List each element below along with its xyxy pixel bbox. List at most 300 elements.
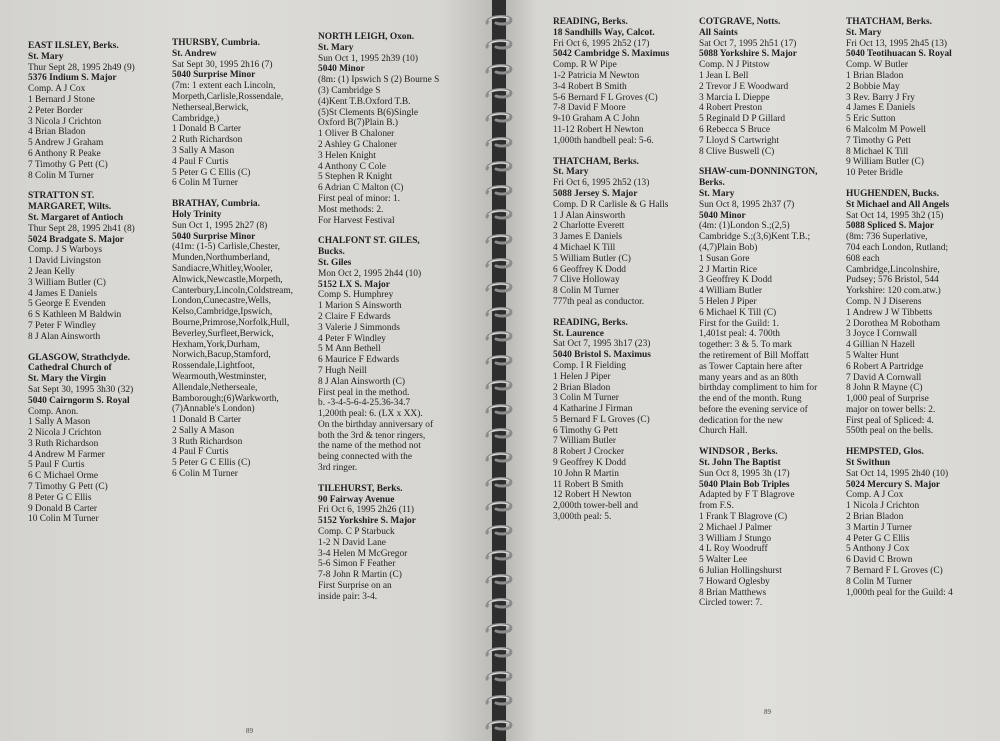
record-line: 6 Timothy G Pett <box>553 425 618 436</box>
record-line: Canterbury,Lincoln,Coldstream, <box>172 285 293 296</box>
record-line: 8 Clive Buswell (C) <box>699 146 775 157</box>
record-line: (41m: (1-5) Carlisle,Chester, <box>172 242 280 253</box>
record-line: 6 Adrian C Malton (C) <box>318 183 404 194</box>
record-line: 1 Helen J Piper <box>553 371 611 382</box>
record-line: 5 Paul F Curtis <box>28 460 85 471</box>
record-line: 9 Donald B Carter <box>28 503 97 514</box>
record-line: 3 Ruth Richardson <box>172 436 243 447</box>
record-line: Sun Oct 1, 1995 2h39 (10) <box>318 53 418 64</box>
record-line: 1,401st peal: 4. 700th <box>699 329 780 340</box>
record-line: Sat Oct 14, 1995 3h2 (15) <box>846 210 944 221</box>
record-heading-line: Berks. <box>699 178 725 189</box>
record-line: Comp. D R Carlisle & G Halls <box>553 199 669 210</box>
record-line: Comp. C P Starbuck <box>318 527 395 538</box>
record-heading-line: READING, Berks. <box>553 317 628 328</box>
record-line: 1-2 N David Lane <box>318 537 386 548</box>
record-line: 8 Colin M Turner <box>553 286 619 297</box>
record-line: Fri Oct 13, 1995 2h45 (13) <box>846 38 948 49</box>
record-line: 2 Sally A Mason <box>172 425 235 436</box>
record-line: 3 Martin J Turner <box>846 522 912 533</box>
record-line: many years and as an 80th <box>699 372 799 383</box>
record-line: Morpeth,Carlisle,Rossendale, <box>172 91 284 102</box>
record-line: 7 William Butler <box>553 436 616 447</box>
binding-ring <box>484 257 514 269</box>
record-line: 2 Michael J Palmer <box>699 522 772 533</box>
record-line: the name of the method not <box>318 441 421 452</box>
record-heading-line: Holy Trinity <box>172 209 222 220</box>
record-heading-line: HUGHENDEN, Bucks. <box>846 188 939 199</box>
record-heading-line: 5040 Minor <box>699 210 746 221</box>
record-line: 5 Walter Hunt <box>846 350 899 361</box>
right-column-1 <box>553 17 693 533</box>
record-line: (7)Annable's London) <box>172 404 255 415</box>
record-line: 7-8 John R Martin (C) <box>318 570 402 581</box>
record-line: 8 Colin M Turner <box>28 170 94 181</box>
record-heading-line: 5040 Plain Bob Triples <box>699 479 790 490</box>
record-line: 3-4 Robert B Smith <box>553 81 627 92</box>
record-heading-line: MARGARET, Wilts. <box>28 202 112 213</box>
record-line: 4 Michael K Till <box>553 242 616 253</box>
record-heading-line: THATCHAM, Berks. <box>846 17 933 27</box>
record-line: 777th peal as conductor. <box>553 296 645 307</box>
record-line: 8 J Alan Ainsworth (C) <box>318 376 405 387</box>
record-heading-line: All Saints <box>699 27 738 38</box>
page-number: 89 <box>764 708 771 716</box>
record-heading-line: St. Mary the Virgin <box>28 374 107 385</box>
record-line: 11 Robert B Smith <box>553 479 624 490</box>
record-heading-line: THURSBY, Cumbria. <box>172 38 260 48</box>
record-heading-line: BRATHAY, Cumbria. <box>172 199 260 210</box>
record-line: 4 Gillian N Hazell <box>846 340 915 351</box>
peal-record <box>28 41 163 181</box>
record-line: 6 Malcolm M Powell <box>846 124 926 135</box>
record-line: 6 Robert A Partridge <box>846 361 924 372</box>
record-line: 7 Timothy G Pett (C) <box>28 482 108 493</box>
record-heading-line: 5024 Mercury S. Major <box>846 479 941 490</box>
record-line: Beverley,Surfleet,Berwick, <box>172 328 274 339</box>
record-line: Yorkshire: 120 com.atw.) <box>846 286 941 297</box>
record-line: Oxford B(7)Plain B.) <box>318 118 398 129</box>
record-line: 4 William Butler <box>699 286 762 297</box>
record-line: 2 Bobbie May <box>846 81 900 92</box>
record-line: 3 Helen Knight <box>318 150 376 161</box>
record-heading-line: 5040 Cairngorm S. Royal <box>28 395 130 406</box>
record-heading-line: St. Mary <box>699 188 735 199</box>
record-line: 8 Brian Matthews <box>699 587 767 598</box>
record-line: 4 Brian Bladon <box>28 127 86 138</box>
binding-ring <box>484 111 514 123</box>
record-line: Bamborough;(6)Warkworth, <box>172 393 279 404</box>
peal-record <box>28 353 163 526</box>
record-heading-line: 5042 Cambridge S. Maximus <box>553 49 670 60</box>
record-line: (4m: (1)London S.;(2,5) <box>699 221 790 232</box>
binding-ring <box>484 573 514 585</box>
spiral-binding <box>484 0 514 741</box>
record-line: 7 David A Cornwall <box>846 372 922 383</box>
record-line: the retirement of Bill Moffatt <box>699 350 809 361</box>
record-line: 8 Colin M Turner <box>846 576 912 587</box>
record-line: 3 Valerie J Simmonds <box>318 322 400 333</box>
record-line: inside pair: 3-4. <box>318 591 378 602</box>
record-line: 3 Geoffrey K Dodd <box>699 275 772 286</box>
record-line: On the birthday anniversary of <box>318 419 434 430</box>
record-line: (8m: (1) Ipswich S (2) Bourne S <box>318 75 440 86</box>
record-line: 11-12 Robert H Newton <box>553 124 644 135</box>
record-line: both the 3rd & tenor ringers, <box>318 430 426 441</box>
record-line: Alnwick,Newcastle,Morpeth, <box>172 274 283 285</box>
record-line: 7 Hugh Neill <box>318 365 367 376</box>
record-line: Cambridge S.;(3,6)Kent T.B.; <box>699 232 811 243</box>
record-line: Cambridge,Lincolnshire, <box>846 264 940 275</box>
record-line: 3 William J Stungo <box>699 533 772 544</box>
right-page <box>506 0 1000 741</box>
binding-ring <box>484 184 514 196</box>
record-heading-line: St. Margaret of Antioch <box>28 212 124 223</box>
record-line: London,Cunecastre,Wells, <box>172 296 271 307</box>
record-heading-line: St. Andrew <box>172 48 217 59</box>
record-line: 7 Timothy G Pett (C) <box>28 159 108 170</box>
peal-record <box>553 17 693 147</box>
record-line: 6 David C Brown <box>846 555 913 566</box>
record-line: 7 Bernard F L Groves (C) <box>846 566 943 577</box>
record-line: Comp. A J Cox <box>846 490 904 501</box>
binding-ring <box>484 38 514 50</box>
binding-ring <box>484 379 514 391</box>
record-line: 1,000 peal of Surprise <box>846 394 929 405</box>
record-line: 6 Anthony R Peake <box>28 148 101 159</box>
record-line: 7 Peter F Windley <box>28 320 96 331</box>
binding-ring <box>484 63 514 75</box>
record-line: 9 Geoffrey K Dodd <box>553 458 626 469</box>
record-line: 1 Andrew J W Tibbetts <box>846 307 933 318</box>
record-heading-line: THATCHAM, Berks. <box>553 156 640 167</box>
record-heading-line: 90 Fairway Avenue <box>318 494 395 505</box>
binding-ring <box>484 403 514 415</box>
left-column-3 <box>318 32 478 613</box>
record-line: 1 Susan Gore <box>699 253 750 264</box>
record-heading-line: Bucks. <box>318 247 345 258</box>
record-line: Comp. Anon. <box>28 406 79 417</box>
record-line: Sun Oct 8, 1995 2h37 (7) <box>699 199 795 210</box>
record-heading-line: 18 Sandhills Way, Calcot. <box>553 27 655 38</box>
record-line: Sun Oct 1, 1995 2h27 (8) <box>172 220 268 231</box>
record-line: Wearmouth,Westminster, <box>172 371 267 382</box>
record-line: 4 Peter G C Ellis <box>846 533 910 544</box>
record-line: Comp. W Butler <box>846 60 908 71</box>
record-line: 6 S Kathleen M Baldwin <box>28 310 122 321</box>
record-heading-line: 5040 Bristol S. Maximus <box>553 350 651 361</box>
record-line: 2 Dorothea M Robotham <box>846 318 940 329</box>
record-line: Allendale,Netherseale, <box>172 382 258 393</box>
record-heading-line: Cathedral Church of <box>28 363 112 374</box>
right-column-3 <box>846 17 996 608</box>
record-line: 5 Peter G C Ellis (C) <box>172 458 251 469</box>
record-line: 1 Brian Bladon <box>846 70 904 81</box>
peal-record <box>553 318 693 523</box>
record-line: Munden,Northumberland, <box>172 253 270 264</box>
binding-ring <box>484 233 514 245</box>
record-line: 5 Stephen R Knight <box>318 172 393 183</box>
record-line: Comp S. Humphrey <box>318 290 394 301</box>
peal-record <box>318 484 478 603</box>
binding-ring <box>484 719 514 731</box>
record-line: 9-10 Graham A C John <box>553 114 640 125</box>
record-line: Cambridge,) <box>172 113 220 124</box>
record-line: 1,200th peal: 6. (LX x XX). <box>318 409 423 420</box>
record-line: 2 Charlotte Everett <box>553 221 625 232</box>
record-heading-line: SHAW-cum-DONNINGTON, <box>699 167 818 178</box>
record-heading-line: 5088 Yorkshire S. Major <box>699 49 797 60</box>
record-line: (5)St Clements B(6)Single <box>318 107 418 118</box>
peal-record <box>699 167 839 437</box>
peal-record <box>553 157 693 308</box>
record-heading-line: WINDSOR , Berks. <box>699 447 778 458</box>
record-line: 4 L Roy Woodruff <box>699 544 768 555</box>
record-heading-line: St Swithun <box>846 458 891 469</box>
record-line: Mon Oct 2, 1995 2h44 (10) <box>318 268 422 279</box>
binding-ring <box>484 136 514 148</box>
binding-ring <box>484 646 514 658</box>
record-line: 6 Julian Hollingshurst <box>699 566 782 577</box>
record-line: 8 Michael K Till <box>846 146 909 157</box>
record-line: 1,000th handbell peal: 5-6. <box>553 135 654 146</box>
binding-ring <box>484 160 514 172</box>
record-line: 5 Andrew J Graham <box>28 138 104 149</box>
record-line: b. -3-4-5-6-4-25.36-34.7 <box>318 398 411 409</box>
record-heading-line: NORTH LEIGH, Oxon. <box>318 32 415 42</box>
record-line: 6 C Michael Orme <box>28 471 99 482</box>
record-line: 5 George E Evenden <box>28 299 106 310</box>
record-line: together: 3 & 5. To mark <box>699 340 792 351</box>
record-line: Church Hall. <box>699 426 748 437</box>
record-line: 4 Anthony C Cole <box>318 161 386 172</box>
record-line: 5 Bernard F L Groves (C) <box>553 414 650 425</box>
record-heading-line: GLASGOW, Strathclyde. <box>28 352 131 363</box>
record-line: 1 Donald B Carter <box>172 124 241 135</box>
record-heading-line: 5024 Bradgate S. Major <box>28 234 124 245</box>
record-line: Circled tower: 7. <box>699 598 763 609</box>
record-line: Comp. A J Cox <box>28 84 86 95</box>
record-line: 3 Joyce I Cornwall <box>846 329 918 340</box>
record-line: Kelso,Cambridge,Ipswich, <box>172 307 273 318</box>
record-line: 6 Geoffrey K Dodd <box>553 264 626 275</box>
record-line: dedication for the new <box>699 415 784 426</box>
record-line: Bourne,Primrose,Norfolk,Hull, <box>172 317 290 328</box>
binding-ring <box>484 427 514 439</box>
binding-ring <box>484 14 514 26</box>
record-line: 6 Rebecca S Bruce <box>699 124 771 135</box>
record-heading-line: 5088 Jersey S. Major <box>553 188 638 199</box>
record-heading-line: 5152 Yorkshire S. Major <box>318 516 416 527</box>
binding-ring <box>484 281 514 293</box>
record-line: Hexham,York,Durham, <box>172 339 260 350</box>
binding-ring <box>484 549 514 561</box>
peal-record <box>699 447 839 609</box>
record-heading-line: CHALFONT ST. GILES, <box>318 236 420 247</box>
record-line: Comp. J S Warboys <box>28 245 103 256</box>
peal-record <box>172 199 312 480</box>
record-heading-line: 5088 Spliced S. Major <box>846 221 935 232</box>
record-heading-line: 5376 Indium S. Major <box>28 73 117 84</box>
record-line: 5-6 Bernard F L Groves (C) <box>553 92 658 103</box>
record-line: Comp. I R Fielding <box>553 360 626 371</box>
record-line: Rossendale,Lightfoot, <box>172 361 255 372</box>
record-line: 4 Paul F Curtis <box>172 156 229 167</box>
record-line: (4)Kent T.B.Oxford T.B. <box>318 96 411 107</box>
record-line: 9 William Butler (C) <box>846 157 924 168</box>
record-line: 5-6 Simon F Feather <box>318 559 396 570</box>
record-line: 2 J Martin Rice <box>699 264 758 275</box>
record-line: 2 Brian Bladon <box>553 382 611 393</box>
peal-record <box>28 191 163 342</box>
record-line: 1-2 Patricia M Newton <box>553 70 640 81</box>
record-heading-line: TILEHURST, Berks. <box>318 483 403 494</box>
record-line: (7m: 1 extent each Lincoln, <box>172 81 276 92</box>
record-line: 5 Eric Sutton <box>846 114 896 125</box>
record-heading-line: St. Giles <box>318 257 352 268</box>
peal-record <box>846 189 996 437</box>
record-line: First peal of minor: 1. <box>318 193 401 204</box>
record-line: Sat Sept 30, 1995 2h16 (7) <box>172 59 273 70</box>
record-line: 2 Claire F Edwards <box>318 311 391 322</box>
record-line: 10 John R Martin <box>553 468 619 479</box>
record-line: Sat Oct 7, 1995 3h17 (23) <box>553 339 651 350</box>
record-line: First peal in the method. <box>318 387 410 398</box>
record-line: as Tower Captain here after <box>699 361 803 372</box>
record-heading-line: COTGRAVE, Notts. <box>699 17 781 27</box>
record-line: being connected with the <box>318 452 412 463</box>
record-line: Comp. R W Pipe <box>553 60 617 71</box>
record-line: (4,7)Plain Bob) <box>699 242 758 253</box>
record-line: First peal of Spliced: 4. <box>846 415 934 426</box>
record-line: 12 Robert H Newton <box>553 490 632 501</box>
record-line: 2 Nicola J Crichton <box>28 428 102 439</box>
left-page <box>0 0 492 741</box>
record-line: 10 Peter Bridle <box>846 168 903 179</box>
record-line: 1 J Alan Ainsworth <box>553 210 626 221</box>
record-heading-line: 5040 Minor <box>318 64 365 75</box>
record-heading-line: HEMPSTED, Glos. <box>846 447 924 458</box>
record-line: 6 Michael K Till (C) <box>699 307 777 318</box>
record-line: 7 Lloyd S Cartwright <box>699 135 779 146</box>
record-line: major on tower bells: 2. <box>846 404 936 415</box>
record-heading-line: STRATTON ST. <box>28 191 95 202</box>
record-heading-line: 5040 Surprise Minor <box>172 231 256 242</box>
record-line: Fri Oct 6, 1995 2h26 (11) <box>318 505 414 516</box>
record-line: the end of the month. Rung <box>699 394 802 405</box>
record-line: Comp. N J Diserens <box>846 296 922 307</box>
record-line: Comp. N J Pitstow <box>699 60 770 71</box>
record-line: 5 Reginald D P Gillard <box>699 114 786 125</box>
record-line: 7-8 David F Moore <box>553 103 626 114</box>
record-line: 1 Frank T Blagrove (C) <box>699 512 788 523</box>
record-line: 8 Robert J Crocker <box>553 447 625 458</box>
record-line: 7 Timothy G Pett <box>846 135 911 146</box>
record-line: Sun Oct 8, 1995 3h (17) <box>699 468 790 479</box>
record-line: 5 Helen J Piper <box>699 296 757 307</box>
record-line: 1 Sally A Mason <box>28 417 91 428</box>
record-line: Fri Oct 6, 1995 2h52 (17) <box>553 38 650 49</box>
record-line: 3,000th peal: 5. <box>553 512 612 523</box>
record-line: 2,000th tower-bell and <box>553 501 638 512</box>
record-heading-line: St. Mary <box>553 167 589 178</box>
record-line: 1 Nicola J Crichton <box>846 501 920 512</box>
record-heading-line: READING, Berks. <box>553 17 628 27</box>
record-line: Most methods: 2. <box>318 204 384 215</box>
record-line: 3-4 Helen M McGregor <box>318 548 408 559</box>
record-heading-line: St. Mary <box>28 51 64 62</box>
record-line: 7 Clive Holloway <box>553 275 620 286</box>
record-line: 5 Peter G C Ellis (C) <box>172 167 251 178</box>
record-line: 4 Robert Preston <box>699 103 763 114</box>
record-line: Pudsey; 576 Bristol, 544 <box>846 275 939 286</box>
record-line: 1 Bernard J Stone <box>28 94 95 105</box>
record-line: First for the Guild: 1. <box>699 318 779 329</box>
record-line: 6 Colin M Turner <box>172 469 238 480</box>
binding-ring <box>484 476 514 488</box>
record-line: Sat Oct 7, 1995 2h51 (17) <box>699 38 797 49</box>
record-line: 2 Ashley G Chaloner <box>318 139 397 150</box>
record-heading-line: St. Mary <box>318 42 354 53</box>
record-line: 1 Donald B Carter <box>172 415 241 426</box>
record-line: 5 Walter Lee <box>699 555 748 566</box>
record-line: 3 Rev. Barry J Fry <box>846 92 915 103</box>
record-line: 8 J Alan Ainsworth <box>28 331 101 342</box>
binding-ring <box>484 524 514 536</box>
record-line: For Harvest Festival <box>318 215 395 226</box>
peal-record <box>846 447 996 598</box>
peal-record <box>699 17 839 157</box>
record-heading-line: St. John The Baptist <box>699 458 781 469</box>
peal-record <box>318 32 478 226</box>
record-line: 704 each London, Rutland; <box>846 242 949 253</box>
record-line: 10 Colin M Turner <box>28 514 99 525</box>
record-heading-line: St. Mary <box>846 27 882 38</box>
record-line: 1,000th peal for the Guild: 4 <box>846 587 953 598</box>
left-column-1 <box>28 41 163 535</box>
binding-ring <box>484 622 514 634</box>
record-line: 2 Peter Border <box>28 105 83 116</box>
binding-ring <box>484 500 514 512</box>
record-line: 5 Anthony J Cox <box>846 544 910 555</box>
binding-ring <box>484 330 514 342</box>
record-line: 4 Katharine J Firman <box>553 404 633 415</box>
record-line: 608 each <box>846 253 880 264</box>
record-line: (8m: 736 Superlative, <box>846 232 928 243</box>
binding-ring <box>484 670 514 682</box>
peal-record <box>318 236 478 474</box>
record-line: Thur Sept 28, 1995 2h49 (9) <box>28 62 135 73</box>
record-line: from F.S. <box>699 501 734 512</box>
record-line: 2 Brian Bladon <box>846 512 904 523</box>
record-line: Adapted by F T Blagrove <box>699 490 795 501</box>
record-line: birthday compliment to him for <box>699 383 818 394</box>
record-line: Sandiacre,Whitley,Wooler, <box>172 263 273 274</box>
record-line: 5 William Butler (C) <box>553 253 631 264</box>
binding-ring <box>484 354 514 366</box>
record-heading-line: EAST ILSLEY, Berks. <box>28 41 119 51</box>
peal-record <box>846 17 996 179</box>
record-line: Fri Oct 6, 1995 2h52 (13) <box>553 178 650 189</box>
record-line: 4 James E Daniels <box>28 288 97 299</box>
right-column-2 <box>699 17 839 619</box>
record-line: 1 Oliver B Chaloner <box>318 129 395 140</box>
record-line: 8 John R Mayne (C) <box>846 383 923 394</box>
record-heading-line: 5040 Surprise Minor <box>172 70 256 81</box>
record-line: 2 Trevor J E Woodward <box>699 81 789 92</box>
record-line: 3 Ruth Richardson <box>28 438 99 449</box>
peal-record <box>172 38 312 189</box>
